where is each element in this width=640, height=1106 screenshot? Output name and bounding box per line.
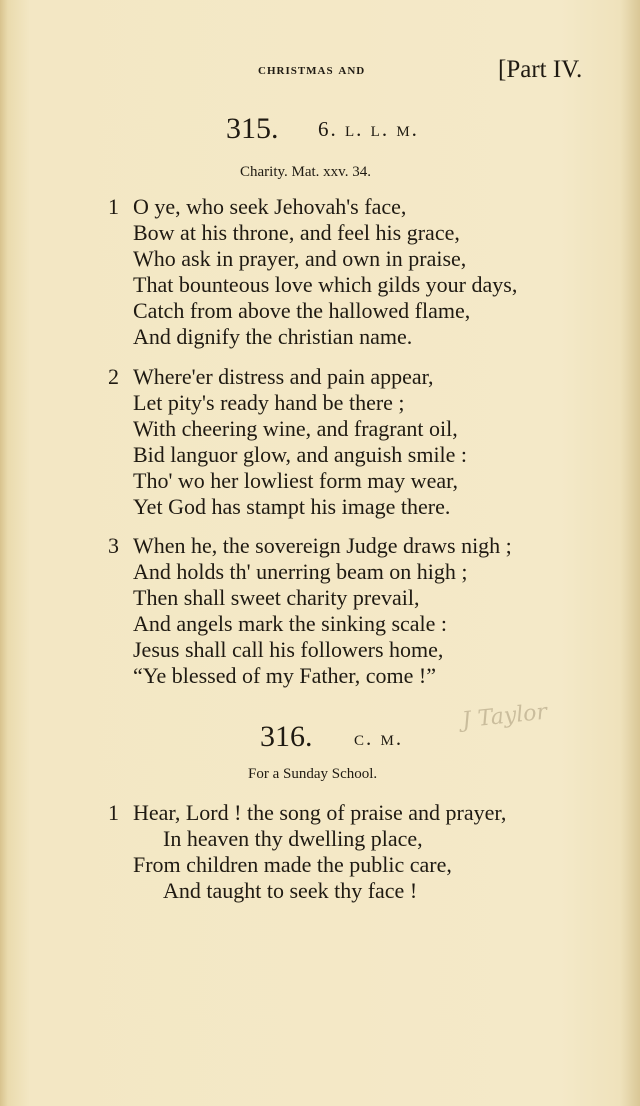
- running-head-part: [Part IV.: [498, 56, 583, 83]
- verse-line: And dignify the christian name.: [133, 324, 413, 349]
- hymn-315-subtitle: Charity. Mat. xxv. 34.: [240, 164, 371, 180]
- verse-line: “Ye blessed of my Father, come !”: [133, 663, 436, 688]
- verse-line: Catch from above the hallowed flame,: [133, 298, 471, 323]
- hymn-316-number: 316.: [260, 720, 313, 753]
- running-head-title: christmas and: [258, 62, 366, 78]
- verse-line: And angels mark the sinking scale :: [133, 611, 448, 636]
- verse-line: Who ask in prayer, and own in praise,: [133, 246, 467, 271]
- verse-line: Then shall sweet charity prevail,: [133, 585, 420, 610]
- verse-line: Let pity's ready hand be there ;: [133, 390, 405, 415]
- verse-line: With cheering wine, and fragrant oil,: [133, 416, 458, 441]
- verse-line: Where'er distress and pain appear,: [133, 364, 434, 389]
- hymn-316-meter: c. m.: [354, 726, 404, 750]
- verse-number: 1: [108, 194, 119, 219]
- hymn-315-meter: 6. l. l. m.: [318, 117, 419, 141]
- verse-line: O ye, who seek Jehovah's face,: [133, 194, 407, 219]
- verse-line: When he, the sovereign Judge draws nigh ;: [133, 533, 512, 558]
- handwritten-signature: J Taylor: [460, 699, 549, 734]
- verse-line: That bounteous love which gilds your days,: [133, 272, 518, 297]
- verse-line: Hear, Lord ! the song of praise and prayer,: [133, 800, 507, 825]
- verse-line: Bid languor glow, and anguish smile :: [133, 442, 468, 467]
- verse-line: Bow at his throne, and feel his grace,: [133, 220, 460, 245]
- verse-line: Yet God has stampt his image there.: [133, 494, 451, 519]
- verse-line: Tho' wo her lowliest form may wear,: [133, 468, 459, 493]
- verse-line: In heaven thy dwelling place,: [163, 826, 423, 851]
- verse-line: From children made the public care,: [133, 852, 452, 877]
- verse-number: 1: [108, 800, 119, 825]
- verse-line: And taught to seek thy face !: [163, 878, 418, 903]
- verse-line: And holds th' unerring beam on high ;: [133, 559, 468, 584]
- hymn-315-number: 315.: [226, 112, 279, 145]
- verse-line: Jesus shall call his followers home,: [133, 637, 444, 662]
- hymn-316-subtitle: For a Sunday School.: [248, 766, 378, 782]
- verse-number: 3: [108, 533, 119, 558]
- verse-number: 2: [108, 364, 119, 389]
